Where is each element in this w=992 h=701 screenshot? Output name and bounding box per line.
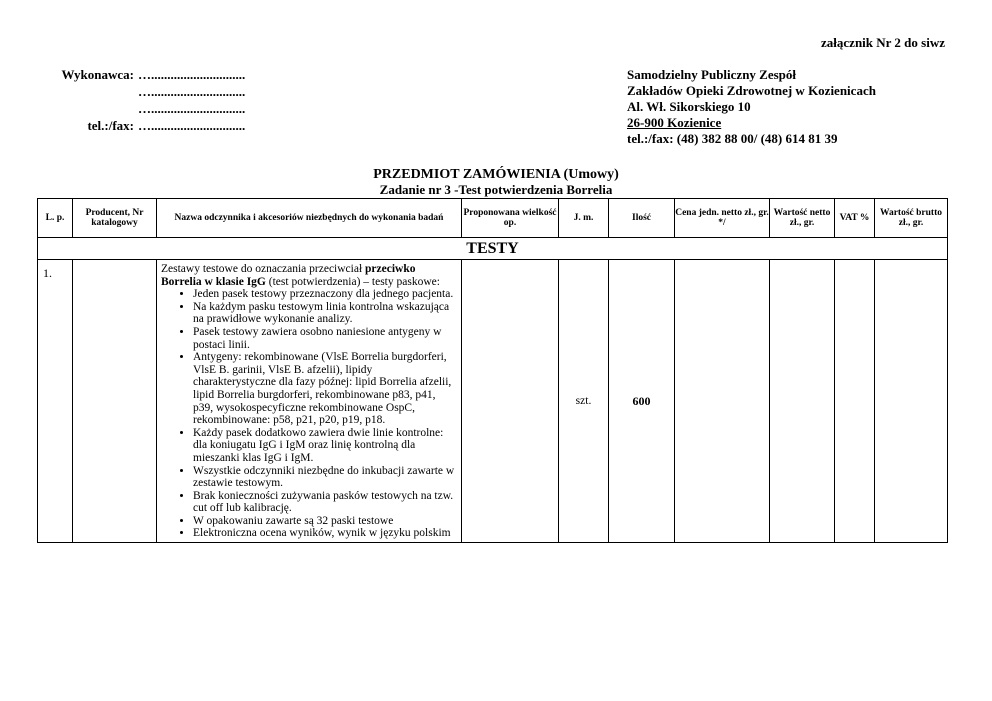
- header-name: Nazwa odczynnika i akcesoriów niezbędnych do wykonania badań: [157, 199, 462, 238]
- list-item: • Brak konieczności zużywania pasków testowych na tzw. cut off lub kalibrację.: [193, 490, 455, 515]
- order-table: [37, 198, 948, 543]
- contractor-dots-2: ….............................: [138, 84, 246, 99]
- header-size: Proponowana wielkość op.: [462, 199, 559, 238]
- contractor-label: Wykonawca:: [61, 67, 134, 82]
- header-lp: L. p.: [38, 199, 73, 238]
- list-item: • Na każdym pasku testowym linia kontrolna wskazująca na prawidłowe wykonanie analizy.: [193, 301, 455, 326]
- heading-subtitle: Zadanie nr 3 -Test potwierdzenia Borrelia: [379, 182, 613, 197]
- annex-label: załącznik Nr 2 do siwz: [821, 35, 945, 50]
- buyer-line-1: Samodzielny Publiczny Zespół: [627, 67, 797, 82]
- header-price: Cena jedn. netto zł., gr. */: [675, 199, 770, 238]
- desc-bullets: [161, 288, 455, 540]
- buyer-line-4: 26-900 Kozienice: [627, 115, 722, 130]
- buyer-block: [627, 67, 876, 147]
- buyer-line-3: Al. Wł. Sikorskiego 10: [627, 99, 751, 114]
- list-item: • Wszystkie odczynniki niezbędne do inkubacji zawarte w zestawie testowym.: [193, 465, 455, 490]
- header-vat: VAT %: [835, 199, 875, 238]
- buyer-line-5: tel.:/fax: (48) 382 88 00/ (48) 614 81 39: [627, 131, 838, 146]
- contractor-dots-3: ….............................: [138, 101, 246, 116]
- heading-title: PRZEDMIOT ZAMÓWIENIA (Umowy): [373, 167, 619, 182]
- header-producer: Producent, Nr katalogowy: [73, 199, 157, 238]
- list-item: • Antygeny: rekombinowane (VlsE Borrelia burgdorferi, VlsE B. garinii, VlsE B. afzelii), lipidy charakterystyczne dla fazy późnej: lipid Borrelia afzelii, lipid Borrelia burgdorferi, rekombinowane p83, p41, p39, wysokospecyficzne rekombinowane OspC, rekombinowane: p58, p21, p20, p19, p18.: [193, 351, 455, 427]
- cell-net: [770, 260, 835, 543]
- list-item: • Elektroniczna ocena wyników, wynik w języku polskim: [193, 527, 455, 540]
- cell-price: [675, 260, 770, 543]
- list-item: • Jeden pasek testowy przeznaczony dla jednego pacjenta.: [193, 288, 455, 301]
- desc-intro-bold: przeciwko Borrelia w klasie IgG: [161, 263, 416, 288]
- contractor-block: [52, 66, 245, 134]
- table-row: [38, 260, 948, 543]
- cell-unit: szt.: [559, 260, 609, 543]
- section-row: [38, 238, 948, 260]
- contractor-dots-1: ….............................: [138, 67, 246, 82]
- cell-gross: [875, 260, 948, 543]
- cell-vat: [835, 260, 875, 543]
- list-item: • W opakowaniu zawarte są 32 paski testowe: [193, 515, 455, 528]
- cell-size: [462, 260, 559, 543]
- desc-intro: Zestawy testowe do oznaczania przeciwciał: [161, 263, 366, 275]
- contractor-dots-4: ….............................: [138, 118, 246, 133]
- buyer-line-2: Zakładów Opieki Zdrowotnej w Kozienicach: [627, 83, 876, 98]
- tel-label: tel.:/fax:: [87, 118, 134, 133]
- list-item: • Pasek testowy zawiera osobno naniesione antygeny w postaci linii.: [193, 326, 455, 351]
- header-net: Wartość netto zł., gr.: [770, 199, 835, 238]
- table-header-row: [38, 199, 948, 238]
- list-item: • Każdy pasek dodatkowo zawiera dwie linie kontrolne: dla koniugatu IgG i IgM oraz linię kontrolną dla mieszanki klas IgG i IgM.: [193, 427, 455, 465]
- section-title: TESTY: [38, 238, 948, 260]
- header-qty: Ilość: [609, 199, 675, 238]
- heading: [0, 167, 992, 197]
- desc-intro-post: (test potwierdzenia) – testy paskowe:: [265, 275, 440, 288]
- cell-description: [157, 260, 462, 543]
- header-unit: J. m.: [559, 199, 609, 238]
- header-gross: Wartość brutto zł., gr.: [875, 199, 948, 238]
- cell-lp: 1.: [38, 260, 73, 543]
- cell-producer: [73, 260, 157, 543]
- cell-qty: 600: [609, 260, 675, 543]
